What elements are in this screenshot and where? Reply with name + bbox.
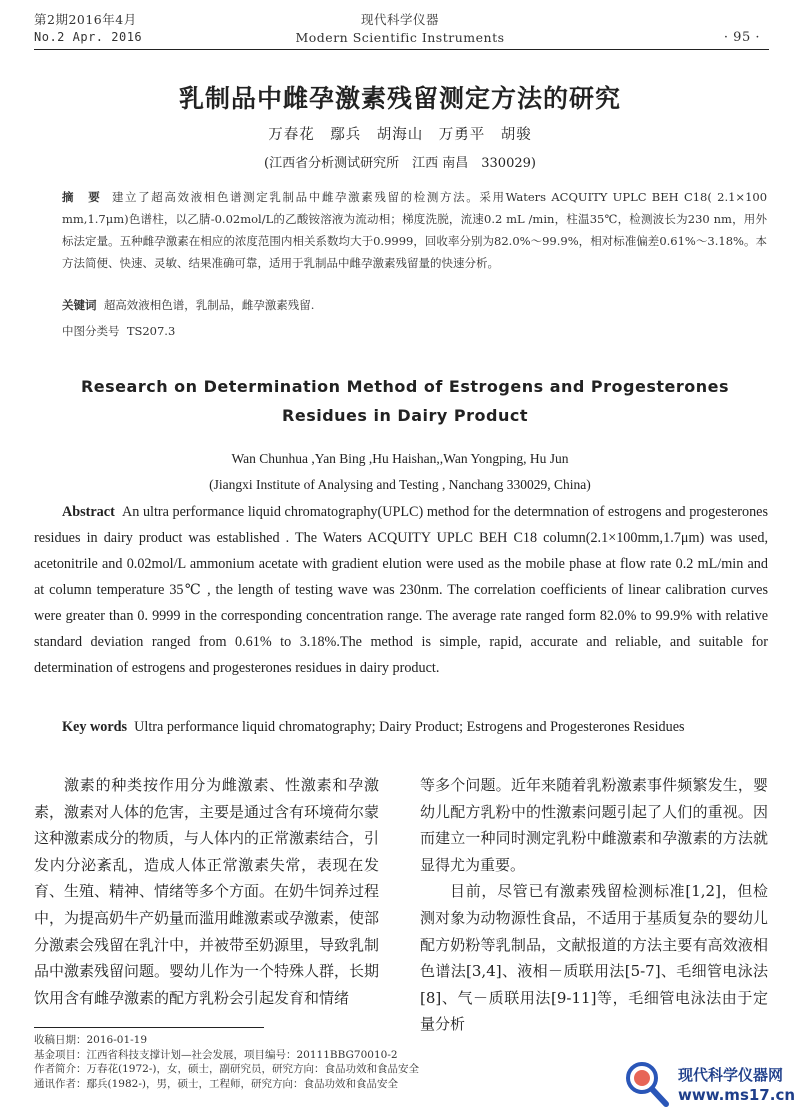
issue-cn: 第2期2016年4月 [34, 12, 137, 27]
journal-en: Modern Scientific Instruments [295, 30, 505, 45]
watermark-logo [620, 1058, 795, 1110]
journal-cn: 现代科学仪器 [360, 12, 439, 27]
keywords-cn-label: 关键词 [62, 298, 97, 312]
body-right-para-1: 等多个问题。近年来随着乳粉激素事件频繁发生，婴幼儿配方乳粉中的性激素问题引起了人们的重视。因而建立一种同时测定乳粉中雌激素和孕激素的方法就显得尤为重要。 [420, 776, 768, 874]
clc-code: TS207.3 [126, 324, 176, 338]
clc-cn [62, 320, 767, 342]
watermark-url: www.ms17.cn [678, 1086, 796, 1104]
abstract-en [34, 499, 768, 681]
keywords-en-text: Ultra performance liquid chromatography; Dairy Product; Estrogens and Progesterones Residues [134, 719, 685, 735]
magnifier-icon [620, 1058, 672, 1110]
header-rule [34, 49, 769, 50]
affiliation-cn: (江西省分析测试研究所 江西 南昌 330029) [264, 156, 536, 171]
page-number: · 95 · [723, 30, 760, 45]
abstract-cn-text: 建立了超高效液相色谱测定乳制品中雌孕激素残留的检测方法。采用Waters ACQUITY UPLC BEH C18( 2.1×100 mm,1.7μm)色谱柱，以乙腈-0.02mol/L的乙酸铵溶液为流动相；梯度洗脱，流速0.2 mL /min，柱温35℃，检测波长为230 nm，用外标法定量。五种雌孕激素在相应的浓度范围内相关系数均大于0.9999，回收率分别为82.0%～99.9%，相对标准偏差0.61%～3.18%。本方法简便、快速、灵敏、结果准确可靠，适用于乳制品中雌孕激素残留量的快速分析。 [62, 190, 768, 270]
footnote-received: 收稿日期：2016-01-19 [34, 1034, 148, 1046]
abstract-cn [62, 186, 767, 274]
body-left-column: 激素的种类按作用分为雌激素、性激素和孕激素，激素对人体的危害，主要是通过含有环境荷尔蒙这种激素成分的物质，与人体内的正常激素结合，引发内分泌紊乱，造成人体正常激素失常，表现在发育、生殖、精神、情绪等多个方面。在奶牛饲养过程中，为提高奶牛产奶量而滥用雌激素或孕激素，使部分激素会残留在乳汁中，并被带至奶源里，导致乳制品中激素残留问题。婴幼儿作为一个特殊人群，长期饮用含有雌孕激素的配方乳粉会引起发育和情绪 [34, 776, 380, 1007]
body-right-para-2: 目前，尽管已有激素残留检测标准[1,2]，但检测对象为动物源性食品，不适用于基质复杂的婴幼儿配方奶粉等乳制品，文献报道的方法主要有高效液相色谱法[3,4]、液相－质联用法[5-7]、毛细管电泳法[8]、气－质联用法[9-11]等，毛细管电泳法由于定量分析 [420, 882, 768, 1034]
abstract-cn-label: 摘 要 [62, 190, 102, 204]
footnote-corresponding: 通讯作者：鄢兵(1982-)，男，硕士，工程师，研究方向：食品功效和食品安全 [34, 1077, 398, 1090]
title-en: Research on Determination Method of Estrogens and Progesterones Residues in Dairy Product [80, 377, 729, 425]
abstract-en-text: An ultra performance liquid chromatography(UPLC) method for the determnation of estrogens and progesterones residues in dairy product was established . The Waters ACQUITY UPLC BEH C18 column(2.1×100mm,1.7μm) was used, acetonitrile and 0.02mol/L ammonium acetate with gradient elution were used as the mobile phase at flow rate 0.2 mL/min and at column temperature 35℃ , the length of testing wave was 230nm. The correlation coefficients of linear calibration curves were greater than 0. 9999 in the corresponding concentration range. The average rate ranged form 82.0% to 99.9% with relative standard deviation ranged from 0.61% to 3.18%.The method is simple, rapid, accurate and reliable, and suitable for determination of estrogens and progesterones residues in dairy product. [34, 504, 768, 676]
watermark-name: 现代科学仪器网 [678, 1066, 784, 1084]
footnote-rule [34, 1027, 264, 1028]
body-right-column [420, 772, 768, 1038]
issue-en: No.2 Apr. 2016 [34, 30, 143, 44]
title-cn: 乳制品中雌孕激素残留测定方法的研究 [178, 84, 621, 113]
footnote-author: 作者简介：万春花(1972-)，女，硕士，副研究员，研究方向：食品功效和食品安全 [34, 1063, 419, 1075]
clc-label: 中图分类号 [62, 324, 120, 338]
keywords-en [62, 714, 768, 740]
authors-en: Wan Chunhua ,Yan Bing ,Hu Haishan,,Wan Yongping, Hu Jun [231, 451, 569, 466]
footnotes [34, 1033, 594, 1091]
keywords-cn-text: 超高效液相色谱，乳制品，雌孕激素残留. [103, 298, 315, 312]
footnote-funding: 基金项目：江西省科技支撑计划—社会发展，项目编号：20111BBG70010-2 [34, 1048, 398, 1061]
affiliation-en: (Jiangxi Institute of Analysing and Testing , Nanchang 330029, China) [209, 477, 591, 492]
abstract-en-label: Abstract [62, 504, 115, 520]
keywords-cn [62, 294, 767, 316]
keywords-en-label: Key words [62, 719, 128, 735]
authors-cn: 万春花 鄢兵 胡海山 万勇平 胡骏 [268, 127, 532, 143]
